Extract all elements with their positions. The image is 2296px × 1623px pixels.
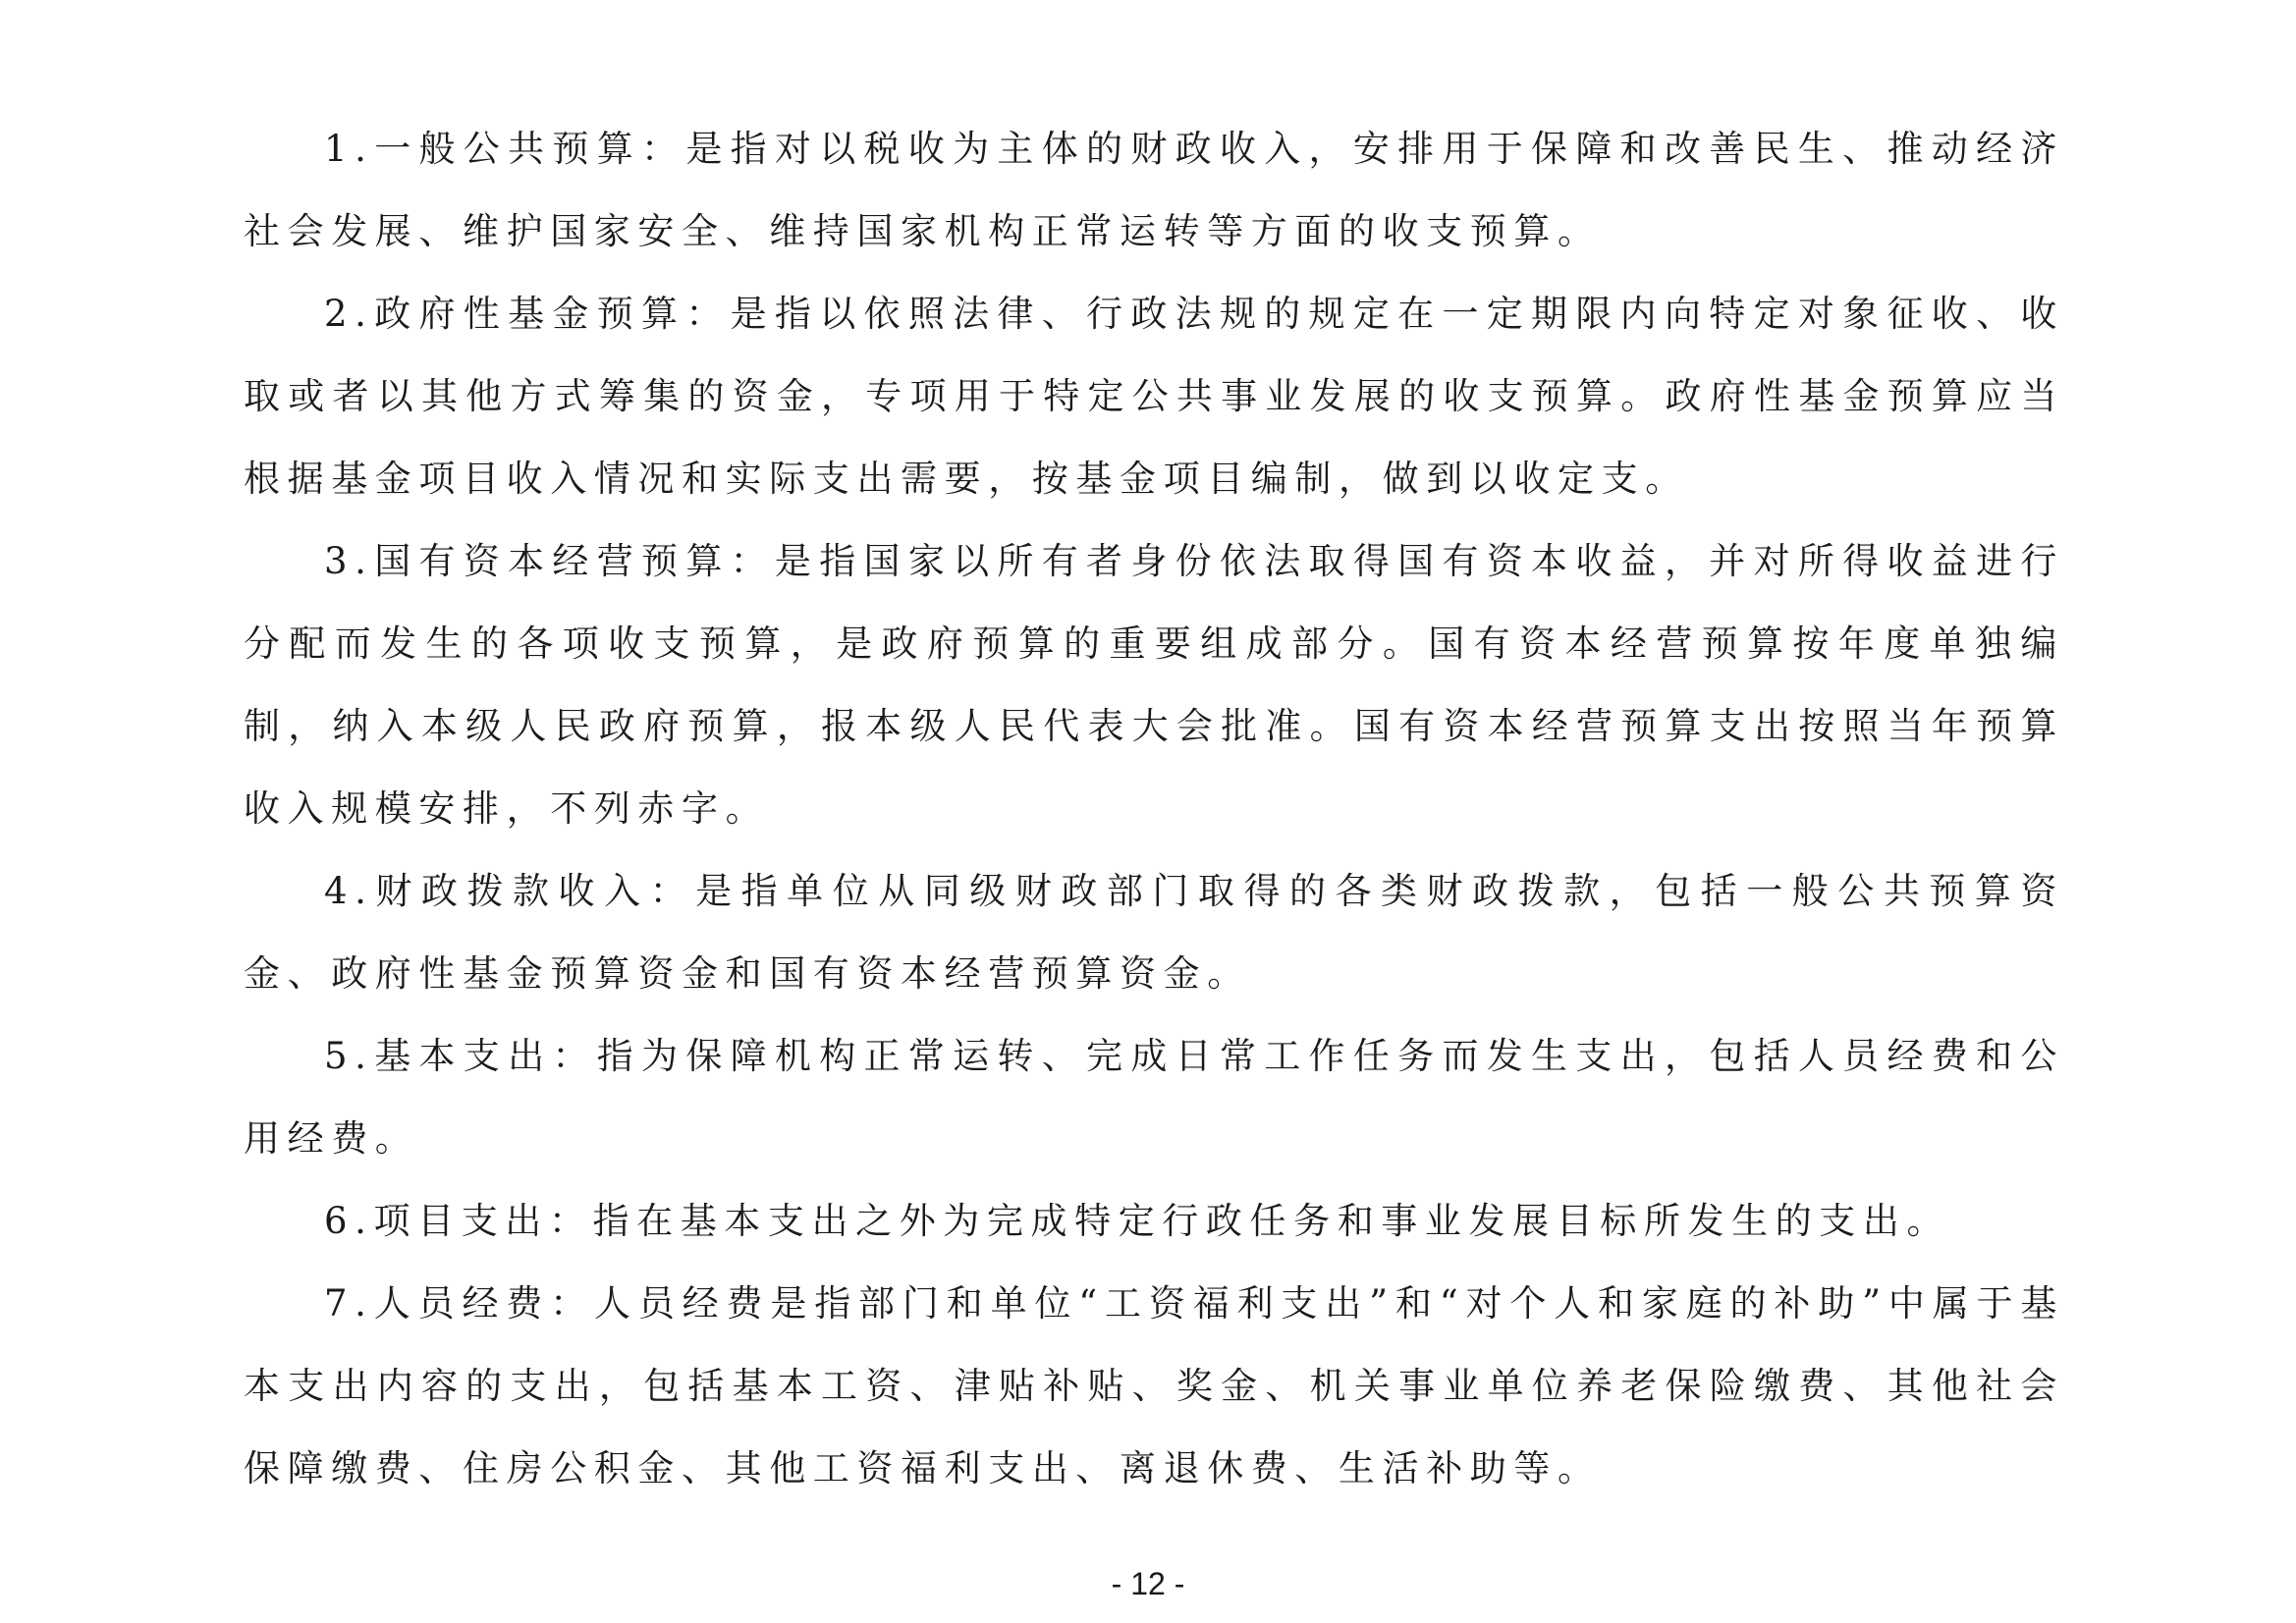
- paragraph-fiscal-appropriation-income: 4.财政拨款收入：是指单位从同级财政部门取得的各类财政拨款，包括一般公共预算资金、政府性基金预算资金和国有资本经营预算资金。: [244, 870, 2064, 995]
- page-number: - 12 -: [1111, 1566, 1185, 1601]
- paragraph-government-fund-budget: 2.政府性基金预算：是指以依照法律、行政法规的规定在一定期限内向特定对象征收、收取或者以其他方式筹集的资金，专项用于特定公共事业发展的收支预算。政府性基金预算应当根据基金项目收入情况和实际支出需要，按基金项目编制，做到以收定支。: [244, 293, 2064, 500]
- document-body: [244, 108, 2064, 1510]
- paragraph-basic-expenditure: 5.基本支出：指为保障机构正常运转、完成日常工作任务而发生支出，包括人员经费和公用经费。: [244, 1035, 2064, 1160]
- paragraph-personnel-expenses: 7.人员经费：人员经费是指部门和单位“工资福利支出”和“对个人和家庭的补助”中属于基本支出内容的支出，包括基本工资、津贴补贴、奖金、机关事业单位养老保险缴费、其他社会保障缴费、住房公积金、其他工资福利支出、离退休费、生活补助等。: [244, 1282, 2064, 1489]
- paragraph-project-expenditure: 6.项目支出：指在基本支出之外为完成特定行政任务和事业发展目标所发生的支出。: [324, 1200, 1951, 1242]
- paragraph-state-capital-budget: 3.国有资本经营预算：是指国家以所有者身份依法取得国有资本收益，并对所得收益进行分配而发生的各项收支预算，是政府预算的重要组成部分。国有资本经营预算按年度单独编制，纳入本级人民政府预算，报本级人民代表大会批准。国有资本经营预算支出按照当年预算收入规模安排，不列赤字。: [244, 540, 2064, 830]
- paragraph-general-public-budget: 1.一般公共预算：是指对以税收为主体的财政收入，安排用于保障和改善民生、推动经济社会发展、维护国家安全、维持国家机构正常运转等方面的收支预算。: [244, 128, 2064, 252]
